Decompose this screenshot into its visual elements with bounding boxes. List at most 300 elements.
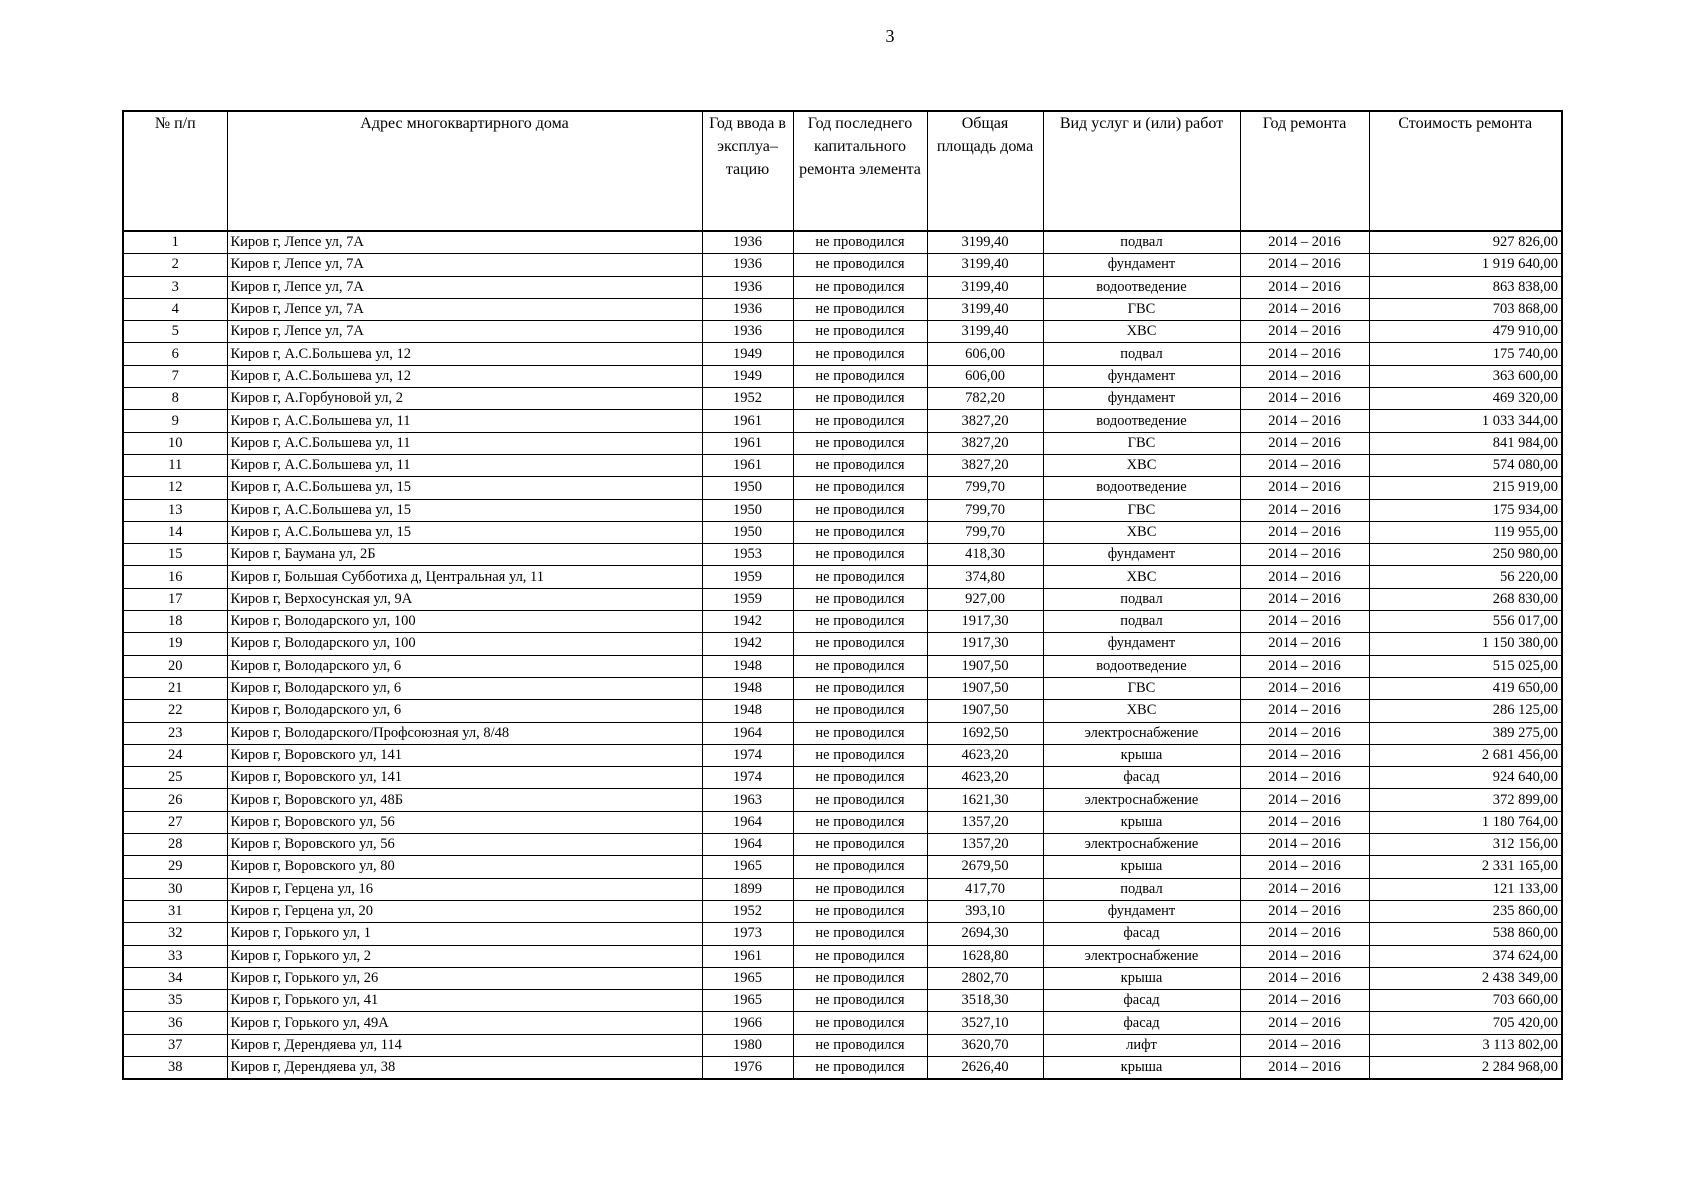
table-row xyxy=(123,655,1562,677)
cell-area: 3199,40 xyxy=(927,254,1043,276)
table-row xyxy=(123,410,1562,432)
cell-cost: 1 033 344,00 xyxy=(1369,410,1562,432)
cell-cost: 389 275,00 xyxy=(1369,722,1562,744)
cell-address: Киров г, Герцена ул, 16 xyxy=(227,878,702,900)
cell-work-type: водоотведение xyxy=(1043,477,1240,499)
cell-area: 1917,30 xyxy=(927,611,1043,633)
table-row xyxy=(123,588,1562,610)
cell-cost: 841 984,00 xyxy=(1369,432,1562,454)
cell-cost: 1 180 764,00 xyxy=(1369,811,1562,833)
cell-number: 38 xyxy=(123,1056,227,1079)
cell-number: 20 xyxy=(123,655,227,677)
table-row xyxy=(123,1056,1562,1079)
cell-cost: 119 955,00 xyxy=(1369,521,1562,543)
cell-repair-year: 2014 – 2016 xyxy=(1240,1012,1369,1034)
cell-cost: 175 934,00 xyxy=(1369,499,1562,521)
cell-last-repair: не проводился xyxy=(793,722,927,744)
cell-address: Киров г, А.С.Большева ул, 11 xyxy=(227,454,702,476)
cell-address: Киров г, А.С.Большева ул, 15 xyxy=(227,499,702,521)
cell-repair-year: 2014 – 2016 xyxy=(1240,521,1369,543)
cell-number: 21 xyxy=(123,677,227,699)
cell-address: Киров г, Горького ул, 26 xyxy=(227,967,702,989)
cell-year-built: 1936 xyxy=(702,254,793,276)
cell-last-repair: не проводился xyxy=(793,767,927,789)
cell-repair-year: 2014 – 2016 xyxy=(1240,611,1369,633)
cell-area: 799,70 xyxy=(927,499,1043,521)
cell-year-built: 1965 xyxy=(702,967,793,989)
cell-work-type: фасад xyxy=(1043,923,1240,945)
cell-year-built: 1965 xyxy=(702,990,793,1012)
cell-address: Киров г, Горького ул, 41 xyxy=(227,990,702,1012)
cell-area: 3620,70 xyxy=(927,1034,1043,1056)
table-row xyxy=(123,789,1562,811)
cell-year-built: 1964 xyxy=(702,722,793,744)
cell-year-built: 1936 xyxy=(702,231,793,254)
cell-work-type: ХВС xyxy=(1043,454,1240,476)
cell-year-built: 1961 xyxy=(702,454,793,476)
cell-work-type: подвал xyxy=(1043,588,1240,610)
table-row xyxy=(123,900,1562,922)
cell-address: Киров г, Лепсе ул, 7А xyxy=(227,254,702,276)
table-row xyxy=(123,544,1562,566)
cell-cost: 927 826,00 xyxy=(1369,231,1562,254)
cell-year-built: 1950 xyxy=(702,499,793,521)
cell-work-type: электроснабжение xyxy=(1043,945,1240,967)
cell-repair-year: 2014 – 2016 xyxy=(1240,477,1369,499)
cell-year-built: 1949 xyxy=(702,365,793,387)
cell-cost: 3 113 802,00 xyxy=(1369,1034,1562,1056)
cell-area: 418,30 xyxy=(927,544,1043,566)
cell-cost: 268 830,00 xyxy=(1369,588,1562,610)
cell-number: 33 xyxy=(123,945,227,967)
cell-number: 11 xyxy=(123,454,227,476)
cell-repair-year: 2014 – 2016 xyxy=(1240,677,1369,699)
table-row xyxy=(123,276,1562,298)
cell-area: 2679,50 xyxy=(927,856,1043,878)
cell-address: Киров г, Володарского ул, 100 xyxy=(227,633,702,655)
cell-cost: 703 660,00 xyxy=(1369,990,1562,1012)
cell-cost: 56 220,00 xyxy=(1369,566,1562,588)
cell-area: 1907,50 xyxy=(927,677,1043,699)
table-row xyxy=(123,365,1562,387)
table-row xyxy=(123,521,1562,543)
cell-cost: 121 133,00 xyxy=(1369,878,1562,900)
cell-last-repair: не проводился xyxy=(793,856,927,878)
col-header-area: Общая площадь дома xyxy=(927,111,1043,231)
cell-work-type: водоотведение xyxy=(1043,655,1240,677)
cell-work-type: крыша xyxy=(1043,856,1240,878)
table-row xyxy=(123,811,1562,833)
repair-table xyxy=(122,110,1563,1080)
cell-number: 8 xyxy=(123,388,227,410)
cell-year-built: 1948 xyxy=(702,700,793,722)
cell-address: Киров г, Баумана ул, 2Б xyxy=(227,544,702,566)
cell-address: Киров г, Лепсе ул, 7А xyxy=(227,276,702,298)
cell-address: Киров г, А.С.Большева ул, 11 xyxy=(227,410,702,432)
cell-area: 3827,20 xyxy=(927,454,1043,476)
table-row xyxy=(123,856,1562,878)
cell-last-repair: не проводился xyxy=(793,923,927,945)
cell-work-type: фасад xyxy=(1043,990,1240,1012)
table-row xyxy=(123,566,1562,588)
cell-number: 13 xyxy=(123,499,227,521)
table-row xyxy=(123,388,1562,410)
cell-cost: 372 899,00 xyxy=(1369,789,1562,811)
cell-year-built: 1959 xyxy=(702,566,793,588)
cell-last-repair: не проводился xyxy=(793,321,927,343)
table-row xyxy=(123,677,1562,699)
cell-last-repair: не проводился xyxy=(793,834,927,856)
cell-cost: 2 438 349,00 xyxy=(1369,967,1562,989)
cell-last-repair: не проводился xyxy=(793,878,927,900)
table-header-row xyxy=(123,111,1562,231)
cell-address: Киров г, Володарского/Профсоюзная ул, 8/48 xyxy=(227,722,702,744)
cell-number: 15 xyxy=(123,544,227,566)
cell-number: 36 xyxy=(123,1012,227,1034)
col-header-year-built: Год ввода в эксплуа–тацию xyxy=(702,111,793,231)
cell-cost: 215 919,00 xyxy=(1369,477,1562,499)
cell-cost: 924 640,00 xyxy=(1369,767,1562,789)
cell-address: Киров г, Володарского ул, 6 xyxy=(227,700,702,722)
cell-last-repair: не проводился xyxy=(793,945,927,967)
cell-last-repair: не проводился xyxy=(793,477,927,499)
cell-number: 27 xyxy=(123,811,227,833)
cell-year-built: 1961 xyxy=(702,432,793,454)
cell-area: 417,70 xyxy=(927,878,1043,900)
cell-last-repair: не проводился xyxy=(793,544,927,566)
table-row xyxy=(123,722,1562,744)
table-row xyxy=(123,878,1562,900)
cell-last-repair: не проводился xyxy=(793,633,927,655)
cell-area: 3827,20 xyxy=(927,432,1043,454)
cell-last-repair: не проводился xyxy=(793,454,927,476)
cell-number: 5 xyxy=(123,321,227,343)
cell-area: 4623,20 xyxy=(927,767,1043,789)
cell-address: Киров г, Володарского ул, 6 xyxy=(227,655,702,677)
cell-year-built: 1961 xyxy=(702,945,793,967)
table-body xyxy=(123,231,1562,1079)
cell-year-built: 1964 xyxy=(702,834,793,856)
table-row xyxy=(123,767,1562,789)
cell-repair-year: 2014 – 2016 xyxy=(1240,1056,1369,1079)
cell-last-repair: не проводился xyxy=(793,566,927,588)
cell-repair-year: 2014 – 2016 xyxy=(1240,900,1369,922)
cell-cost: 703 868,00 xyxy=(1369,298,1562,320)
cell-year-built: 1936 xyxy=(702,276,793,298)
cell-year-built: 1942 xyxy=(702,633,793,655)
cell-cost: 469 320,00 xyxy=(1369,388,1562,410)
cell-number: 10 xyxy=(123,432,227,454)
cell-work-type: водоотведение xyxy=(1043,276,1240,298)
cell-work-type: электроснабжение xyxy=(1043,789,1240,811)
cell-cost: 286 125,00 xyxy=(1369,700,1562,722)
cell-cost: 175 740,00 xyxy=(1369,343,1562,365)
cell-address: Киров г, Володарского ул, 100 xyxy=(227,611,702,633)
cell-work-type: ХВС xyxy=(1043,321,1240,343)
col-header-address: Адрес многоквартирного дома xyxy=(227,111,702,231)
cell-repair-year: 2014 – 2016 xyxy=(1240,343,1369,365)
table-row xyxy=(123,945,1562,967)
cell-year-built: 1974 xyxy=(702,744,793,766)
cell-number: 28 xyxy=(123,834,227,856)
cell-area: 1907,50 xyxy=(927,700,1043,722)
col-header-cost: Стоимость ремонта xyxy=(1369,111,1562,231)
cell-address: Киров г, Лепсе ул, 7А xyxy=(227,231,702,254)
cell-last-repair: не проводился xyxy=(793,1012,927,1034)
cell-work-type: водоотведение xyxy=(1043,410,1240,432)
cell-year-built: 1964 xyxy=(702,811,793,833)
cell-address: Киров г, Горького ул, 2 xyxy=(227,945,702,967)
cell-number: 12 xyxy=(123,477,227,499)
cell-number: 14 xyxy=(123,521,227,543)
cell-repair-year: 2014 – 2016 xyxy=(1240,878,1369,900)
cell-year-built: 1953 xyxy=(702,544,793,566)
cell-number: 23 xyxy=(123,722,227,744)
cell-work-type: подвал xyxy=(1043,611,1240,633)
col-header-last-repair: Год последнего капитального ремонта элемента xyxy=(793,111,927,231)
cell-area: 3527,10 xyxy=(927,1012,1043,1034)
cell-last-repair: не проводился xyxy=(793,744,927,766)
cell-address: Киров г, Воровского ул, 80 xyxy=(227,856,702,878)
cell-repair-year: 2014 – 2016 xyxy=(1240,789,1369,811)
cell-number: 24 xyxy=(123,744,227,766)
cell-repair-year: 2014 – 2016 xyxy=(1240,588,1369,610)
cell-number: 35 xyxy=(123,990,227,1012)
cell-repair-year: 2014 – 2016 xyxy=(1240,834,1369,856)
cell-number: 25 xyxy=(123,767,227,789)
cell-cost: 1 919 640,00 xyxy=(1369,254,1562,276)
table-row xyxy=(123,633,1562,655)
cell-last-repair: не проводился xyxy=(793,365,927,387)
cell-work-type: фундамент xyxy=(1043,544,1240,566)
cell-last-repair: не проводился xyxy=(793,521,927,543)
cell-number: 4 xyxy=(123,298,227,320)
cell-address: Киров г, Дерендяева ул, 114 xyxy=(227,1034,702,1056)
cell-repair-year: 2014 – 2016 xyxy=(1240,722,1369,744)
cell-area: 393,10 xyxy=(927,900,1043,922)
cell-year-built: 1950 xyxy=(702,521,793,543)
cell-cost: 374 624,00 xyxy=(1369,945,1562,967)
cell-number: 9 xyxy=(123,410,227,432)
cell-last-repair: не проводился xyxy=(793,789,927,811)
cell-area: 3518,30 xyxy=(927,990,1043,1012)
cell-year-built: 1949 xyxy=(702,343,793,365)
cell-last-repair: не проводился xyxy=(793,276,927,298)
cell-last-repair: не проводился xyxy=(793,432,927,454)
cell-last-repair: не проводился xyxy=(793,611,927,633)
cell-repair-year: 2014 – 2016 xyxy=(1240,410,1369,432)
cell-cost: 1 150 380,00 xyxy=(1369,633,1562,655)
cell-work-type: ХВС xyxy=(1043,700,1240,722)
cell-repair-year: 2014 – 2016 xyxy=(1240,700,1369,722)
cell-cost: 235 860,00 xyxy=(1369,900,1562,922)
cell-repair-year: 2014 – 2016 xyxy=(1240,923,1369,945)
cell-last-repair: не проводился xyxy=(793,900,927,922)
cell-number: 34 xyxy=(123,967,227,989)
cell-last-repair: не проводился xyxy=(793,588,927,610)
cell-last-repair: не проводился xyxy=(793,231,927,254)
cell-cost: 312 156,00 xyxy=(1369,834,1562,856)
cell-work-type: крыша xyxy=(1043,811,1240,833)
table-row xyxy=(123,834,1562,856)
col-header-repair-year: Год ремонта xyxy=(1240,111,1369,231)
cell-year-built: 1976 xyxy=(702,1056,793,1079)
cell-year-built: 1899 xyxy=(702,878,793,900)
cell-repair-year: 2014 – 2016 xyxy=(1240,945,1369,967)
cell-work-type: фасад xyxy=(1043,1012,1240,1034)
cell-area: 3199,40 xyxy=(927,231,1043,254)
cell-number: 2 xyxy=(123,254,227,276)
cell-address: Киров г, Верхосунская ул, 9А xyxy=(227,588,702,610)
cell-work-type: фундамент xyxy=(1043,900,1240,922)
cell-area: 782,20 xyxy=(927,388,1043,410)
cell-address: Киров г, Воровского ул, 141 xyxy=(227,767,702,789)
cell-repair-year: 2014 – 2016 xyxy=(1240,655,1369,677)
cell-repair-year: 2014 – 2016 xyxy=(1240,767,1369,789)
cell-number: 31 xyxy=(123,900,227,922)
cell-address: Киров г, А.Горбуновой ул, 2 xyxy=(227,388,702,410)
cell-repair-year: 2014 – 2016 xyxy=(1240,544,1369,566)
cell-number: 22 xyxy=(123,700,227,722)
cell-work-type: фундамент xyxy=(1043,365,1240,387)
table-row xyxy=(123,454,1562,476)
cell-area: 3199,40 xyxy=(927,298,1043,320)
col-header-work-type: Вид услуг и (или) работ xyxy=(1043,111,1240,231)
cell-repair-year: 2014 – 2016 xyxy=(1240,365,1369,387)
cell-year-built: 1936 xyxy=(702,298,793,320)
cell-last-repair: не проводился xyxy=(793,410,927,432)
cell-address: Киров г, Воровского ул, 56 xyxy=(227,811,702,833)
cell-work-type: электроснабжение xyxy=(1043,834,1240,856)
cell-repair-year: 2014 – 2016 xyxy=(1240,432,1369,454)
cell-cost: 556 017,00 xyxy=(1369,611,1562,633)
cell-area: 374,80 xyxy=(927,566,1043,588)
cell-year-built: 1942 xyxy=(702,611,793,633)
cell-year-built: 1973 xyxy=(702,923,793,945)
cell-address: Киров г, А.С.Большева ул, 12 xyxy=(227,343,702,365)
cell-cost: 2 331 165,00 xyxy=(1369,856,1562,878)
cell-area: 3199,40 xyxy=(927,321,1043,343)
cell-address: Киров г, Воровского ул, 56 xyxy=(227,834,702,856)
cell-year-built: 1959 xyxy=(702,588,793,610)
cell-work-type: фундамент xyxy=(1043,388,1240,410)
cell-address: Киров г, А.С.Большева ул, 12 xyxy=(227,365,702,387)
cell-work-type: фундамент xyxy=(1043,254,1240,276)
table-row xyxy=(123,231,1562,254)
cell-work-type: подвал xyxy=(1043,343,1240,365)
cell-work-type: фасад xyxy=(1043,767,1240,789)
cell-address: Киров г, Воровского ул, 141 xyxy=(227,744,702,766)
cell-address: Киров г, Лепсе ул, 7А xyxy=(227,298,702,320)
cell-work-type: крыша xyxy=(1043,967,1240,989)
cell-work-type: крыша xyxy=(1043,1056,1240,1079)
cell-year-built: 1936 xyxy=(702,321,793,343)
cell-area: 1917,30 xyxy=(927,633,1043,655)
table-row xyxy=(123,744,1562,766)
table-row xyxy=(123,298,1562,320)
cell-last-repair: не проводился xyxy=(793,700,927,722)
cell-area: 1628,80 xyxy=(927,945,1043,967)
table-row xyxy=(123,967,1562,989)
table-row xyxy=(123,477,1562,499)
cell-area: 606,00 xyxy=(927,343,1043,365)
cell-number: 18 xyxy=(123,611,227,633)
cell-area: 1907,50 xyxy=(927,655,1043,677)
cell-repair-year: 2014 – 2016 xyxy=(1240,990,1369,1012)
table-row xyxy=(123,1034,1562,1056)
cell-work-type: подвал xyxy=(1043,231,1240,254)
cell-last-repair: не проводился xyxy=(793,677,927,699)
cell-number: 32 xyxy=(123,923,227,945)
cell-work-type: ХВС xyxy=(1043,521,1240,543)
cell-repair-year: 2014 – 2016 xyxy=(1240,856,1369,878)
cell-cost: 538 860,00 xyxy=(1369,923,1562,945)
cell-area: 799,70 xyxy=(927,521,1043,543)
cell-year-built: 1952 xyxy=(702,900,793,922)
cell-area: 2802,70 xyxy=(927,967,1043,989)
table-row xyxy=(123,432,1562,454)
table-row xyxy=(123,343,1562,365)
cell-repair-year: 2014 – 2016 xyxy=(1240,454,1369,476)
cell-last-repair: не проводился xyxy=(793,655,927,677)
cell-cost: 363 600,00 xyxy=(1369,365,1562,387)
cell-area: 1357,20 xyxy=(927,811,1043,833)
cell-address: Киров г, А.С.Большева ул, 15 xyxy=(227,521,702,543)
cell-area: 1357,20 xyxy=(927,834,1043,856)
cell-last-repair: не проводился xyxy=(793,499,927,521)
cell-area: 1621,30 xyxy=(927,789,1043,811)
cell-area: 2626,40 xyxy=(927,1056,1043,1079)
cell-work-type: лифт xyxy=(1043,1034,1240,1056)
page-number: 3 xyxy=(885,26,895,46)
cell-address: Киров г, Володарского ул, 6 xyxy=(227,677,702,699)
cell-number: 19 xyxy=(123,633,227,655)
cell-number: 17 xyxy=(123,588,227,610)
cell-address: Киров г, А.С.Большева ул, 11 xyxy=(227,432,702,454)
cell-year-built: 1950 xyxy=(702,477,793,499)
cell-area: 2694,30 xyxy=(927,923,1043,945)
cell-repair-year: 2014 – 2016 xyxy=(1240,254,1369,276)
cell-address: Киров г, А.С.Большева ул, 15 xyxy=(227,477,702,499)
cell-repair-year: 2014 – 2016 xyxy=(1240,276,1369,298)
cell-area: 799,70 xyxy=(927,477,1043,499)
cell-last-repair: не проводился xyxy=(793,967,927,989)
cell-area: 4623,20 xyxy=(927,744,1043,766)
cell-repair-year: 2014 – 2016 xyxy=(1240,566,1369,588)
cell-year-built: 1948 xyxy=(702,655,793,677)
cell-year-built: 1966 xyxy=(702,1012,793,1034)
cell-work-type: ХВС xyxy=(1043,566,1240,588)
cell-work-type: подвал xyxy=(1043,878,1240,900)
cell-year-built: 1961 xyxy=(702,410,793,432)
cell-cost: 515 025,00 xyxy=(1369,655,1562,677)
cell-cost: 574 080,00 xyxy=(1369,454,1562,476)
cell-year-built: 1948 xyxy=(702,677,793,699)
cell-work-type: фундамент xyxy=(1043,633,1240,655)
cell-address: Киров г, Лепсе ул, 7А xyxy=(227,321,702,343)
table-row xyxy=(123,611,1562,633)
cell-repair-year: 2014 – 2016 xyxy=(1240,744,1369,766)
cell-number: 3 xyxy=(123,276,227,298)
cell-number: 30 xyxy=(123,878,227,900)
cell-address: Киров г, Большая Субботиха д, Центральная ул, 11 xyxy=(227,566,702,588)
cell-number: 7 xyxy=(123,365,227,387)
cell-cost: 2 681 456,00 xyxy=(1369,744,1562,766)
cell-area: 606,00 xyxy=(927,365,1043,387)
cell-last-repair: не проводился xyxy=(793,811,927,833)
col-header-number: № п/п xyxy=(123,111,227,231)
cell-last-repair: не проводился xyxy=(793,343,927,365)
